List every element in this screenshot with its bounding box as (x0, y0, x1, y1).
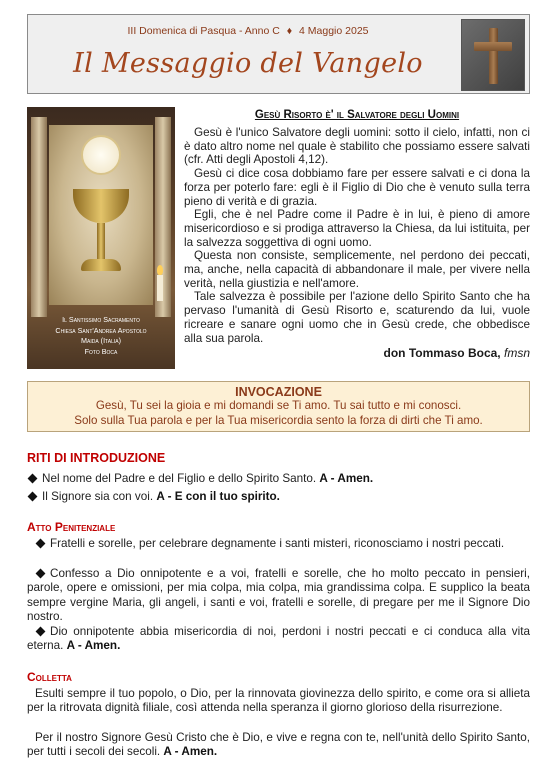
diamond-bullet-icon (28, 473, 38, 483)
article-paragraph: Gesù ci dice cosa dobbiamo fare per essere salvati e ci dona la forza per poterlo fare: egli è il Figlio di Dio che è venuto sulla terra pieno di verità e di grazia. (184, 167, 530, 208)
article-signature (184, 346, 530, 360)
article-paragraph: Questa non consiste, semplicemente, nel perdono dei peccati, ma, anche, nella capacità di abbandonare il male, per vivere nella verità, nella giustizia e nell'amore. (184, 249, 530, 290)
liturgical-day: III Domenica di Pasqua - Anno C (127, 25, 280, 37)
article-paragraph: Egli, che è nel Padre come il Padre è in lui, è pieno di amore misericordioso e si prodiga attraverso la Chiesa, da lui istituita, per la salvezza soggettiva di ogni uomo. (184, 208, 530, 249)
invocation-line: Gesù, Tu sei la gioia e mi domandi se Ti amo. Tu sai tutto e mi conosci. (95, 399, 462, 412)
candle-icon (157, 275, 163, 301)
cross-icon (489, 28, 498, 84)
caption-line: Maida (Italia) (81, 336, 121, 345)
liturgy-line (27, 490, 530, 504)
chalice-base (81, 259, 121, 271)
caption-line: Chiesa Sant'Andrea Apostolo (55, 325, 147, 335)
masthead (27, 14, 530, 94)
article-paragraph: Gesù è l'unico Salvatore degli uomini: sotto il cielo, infatti, non ci è dato altro nome nel quale è stabilito che possiamo essere salvati (cfr. Atti degli Apostoli 4,12). (184, 126, 530, 167)
article-paragraph: Tale salvezza è possibile per l'azione dello Spirito Santo che ha pervaso l'umanità di Gesù Risorto e, scaturendo da lui, vuole ricreare e sanare ogni uomo che in Gesù crede, che obbedisce alla sua parola. (184, 290, 530, 345)
paragraph-text: Confesso a Dio onnipotente e a voi, fratelli e sorelle, che ho molto peccato in pensieri, parole, opere e omissioni, per mia colpa, mia colpa, mia grandissima colpa. E supplico la beata sempre vergine Maria, gli angeli, i santi e voi, fratelli e sorelle, di pregare per me il Signore Dio nostro. (27, 567, 530, 624)
masthead-meta (28, 25, 468, 37)
paragraph-text: Per il nostro Signore Gesù Cristo che è Dio, e vive e regna con te, nell'unità dello Spirito Santo, per tutti i secoli dei secoli. (27, 731, 530, 759)
page-title: Il Messaggio del Vangelo (73, 48, 423, 79)
column-left (31, 117, 47, 317)
cross-icon-bar (474, 42, 512, 51)
caption-line: Foto Boca (84, 346, 118, 356)
diamond-bullet-icon (36, 568, 46, 578)
assembly-response: A - Amen. (66, 639, 121, 653)
line-text: Nel nome del Padre e del Figlio e dello Spirito Santo. (42, 472, 317, 485)
caption-line: Il Santissimo Sacramento (62, 315, 140, 324)
sacrament-photo (27, 107, 175, 369)
paragraph-text: Dio onnipotente abbia misericordia di noi, perdoni i nostri peccati e ci conduca alla vita eterna. (27, 625, 530, 653)
liturgy-paragraph (27, 537, 530, 551)
liturgy-paragraph (27, 567, 530, 625)
candle-flame-icon (157, 265, 163, 275)
line-text: Il Signore sia con voi. (42, 490, 154, 503)
invocation-box (27, 381, 530, 432)
chalice-stem (97, 223, 105, 261)
liturgy-paragraph (27, 731, 530, 760)
article (184, 109, 530, 360)
diamond-bullet-icon (28, 491, 38, 501)
article-title: Gesù Risorto è' il Salvatore degli Uomini (254, 109, 460, 121)
invocation-heading: INVOCAZIONE (235, 385, 322, 399)
cross-image (461, 19, 525, 91)
issue-date: 4 Maggio 2025 (299, 25, 369, 37)
assembly-response: A - E con il tuo spirito. (156, 490, 280, 503)
assembly-response: A - Amen. (319, 472, 374, 485)
paragraph-text: Esulti sempre il tuo popolo, o Dio, per la rinnovata giovinezza dello spirito, e come ora si allieta per la ritrovata dignità filiale, così attenda nella speranza il giorno glorioso della risurrezione. (27, 687, 530, 715)
liturgy-paragraph (27, 625, 530, 654)
section-heading-riti: RITI DI INTRODUZIONE (27, 451, 166, 465)
liturgy-line (27, 472, 530, 486)
section-heading-colletta: Colletta (27, 670, 72, 684)
diamond-bullet-icon (36, 626, 46, 636)
diamond-separator: ♦ (286, 25, 293, 37)
photo-caption (27, 315, 175, 357)
author-suffix: fmsn (503, 346, 530, 361)
paragraph-text: Fratelli e sorelle, per celebrare degnamente i santi misteri, riconosciamo i nostri peccati. (50, 537, 505, 550)
author-name: don Tommaso Boca, (383, 346, 501, 361)
host-icon (81, 135, 121, 175)
invocation-line: Solo sulla Tua parola e per la Tua misericordia sento la forza di dirti che Ti amo. (74, 413, 483, 427)
assembly-response: A - Amen. (163, 745, 218, 759)
liturgy-paragraph (27, 687, 530, 716)
diamond-bullet-icon (36, 538, 46, 548)
section-heading-atto: Atto Penitenziale (27, 520, 116, 534)
